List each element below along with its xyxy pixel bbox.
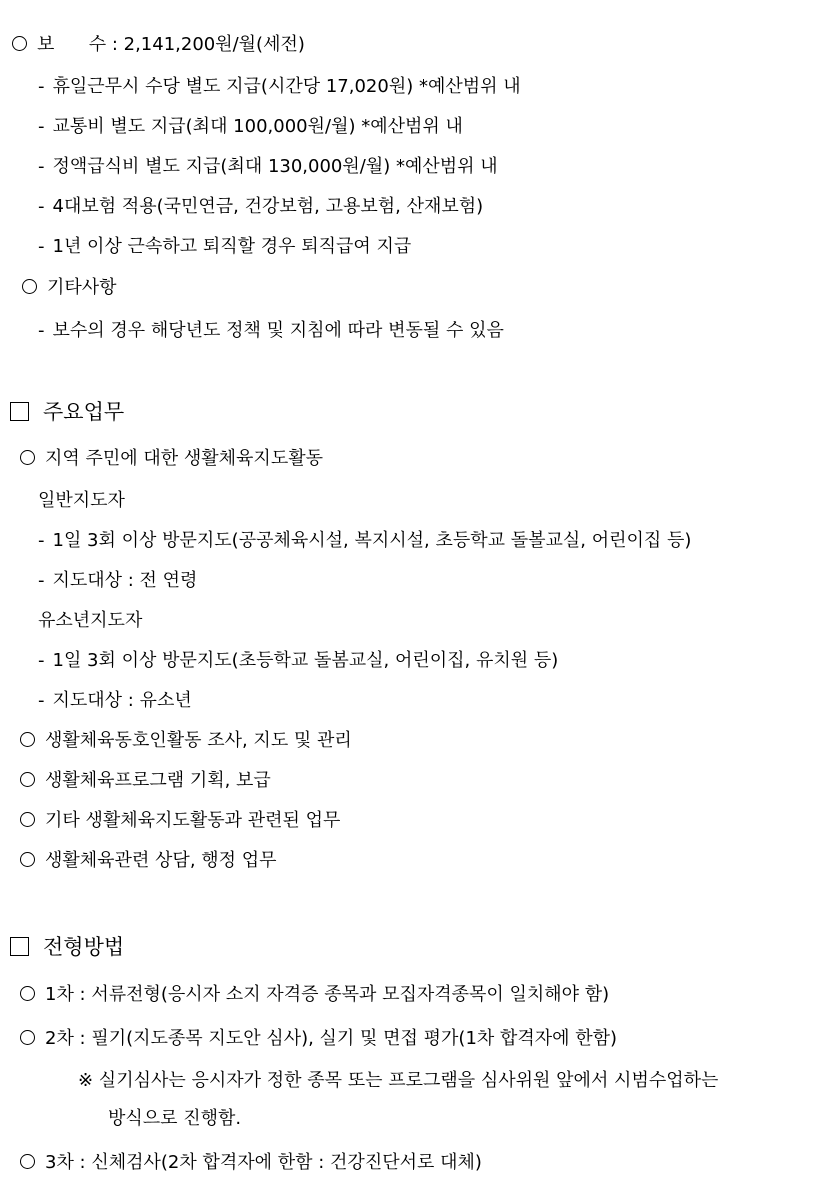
salary-item-text: 휴일근무시 수당 별도 지급(시간당 17,020원) *예산범위 내 — [52, 76, 521, 97]
note-text: ※ 실기심사는 응시자가 정한 종목 또는 프로그램을 심사위원 앞에서 시범수업하는 — [78, 1070, 719, 1091]
instructor-type-label — [38, 609, 142, 633]
duty-line — [20, 849, 277, 873]
duties-heading — [10, 398, 124, 426]
selection-step-text: 1차 : 서류전형(응시자 소지 자격증 종목과 모집자격종목이 일치해야 함) — [45, 984, 610, 1005]
salary-text: 보 수 : 2,141,200원/월(세전) — [37, 34, 305, 55]
duty-text: 생활체육동호인활동 조사, 지도 및 관리 — [45, 730, 352, 751]
circle-bullet-icon — [22, 279, 37, 294]
salary-item — [38, 155, 498, 179]
selection-step — [20, 1027, 617, 1051]
duty-sub-item — [38, 569, 197, 593]
dash-marker: - — [38, 156, 45, 177]
youth-instructor-text: 유소년지도자 — [38, 610, 143, 631]
etc-item-text: 보수의 경우 해당년도 정책 및 지침에 따라 변동될 수 있음 — [52, 320, 504, 341]
dash-marker: - — [38, 76, 45, 97]
salary-item — [38, 115, 463, 139]
selection-heading-text: 전형방법 — [43, 935, 125, 959]
selection-step — [20, 1151, 482, 1175]
duty-sub-item-text: 1일 3회 이상 방문지도(초등학교 돌봄교실, 어린이집, 유치원 등) — [52, 650, 559, 671]
selection-heading — [10, 933, 124, 961]
note-text: 방식으로 진행함. — [108, 1108, 242, 1129]
circle-bullet-icon — [20, 450, 35, 465]
circle-bullet-icon — [20, 1154, 35, 1169]
selection-step-text: 3차 : 신체검사(2차 합격자에 한함 : 건강진단서로 대체) — [45, 1152, 482, 1173]
salary-item-text: 정액급식비 별도 지급(최대 130,000원/월) *예산범위 내 — [52, 156, 498, 177]
dash-marker: - — [38, 650, 45, 671]
circle-bullet-icon — [20, 772, 35, 787]
duty-sub-item — [38, 649, 558, 673]
duty-sub-item-text: 지도대상 : 전 연령 — [52, 570, 198, 591]
duty-sub-item-text: 1일 3회 이상 방문지도(공공체육시설, 복지시설, 초등학교 돌볼교실, 어린이집 등) — [52, 530, 692, 551]
duty-text: 생활체육프로그램 기획, 보급 — [45, 770, 271, 791]
dash-marker: - — [38, 236, 45, 257]
dash-marker: - — [38, 570, 45, 591]
square-bullet-icon — [10, 937, 29, 956]
dash-marker: - — [38, 116, 45, 137]
etc-line — [22, 276, 117, 300]
duty-line — [20, 809, 340, 833]
instructor-type-label — [38, 489, 125, 513]
duty-sub-item — [38, 689, 192, 713]
dash-marker: - — [38, 196, 45, 217]
duty-text: 기타 생활체육지도활동과 관련된 업무 — [45, 810, 341, 831]
salary-item-text: 4대보험 적용(국민연금, 건강보험, 고용보험, 산재보험) — [52, 196, 484, 217]
duty-text: 생활체육관련 상담, 행정 업무 — [45, 850, 277, 871]
duties-heading-text: 주요업무 — [43, 400, 125, 424]
duty-sub-item — [38, 529, 691, 553]
square-bullet-icon — [10, 402, 29, 421]
circle-bullet-icon — [12, 36, 27, 51]
salary-item — [38, 195, 483, 219]
duty-line — [20, 447, 323, 471]
dash-marker: - — [38, 530, 45, 551]
salary-item-text: 교통비 별도 지급(최대 100,000원/월) *예산범위 내 — [52, 116, 463, 137]
circle-bullet-icon — [20, 986, 35, 1001]
duty-text: 지역 주민에 대한 생활체육지도활동 — [45, 448, 323, 469]
salary-item-text: 1년 이상 근속하고 퇴직할 경우 퇴직급여 지급 — [52, 236, 412, 257]
etc-item — [38, 319, 504, 343]
salary-item — [38, 75, 521, 99]
circle-bullet-icon — [20, 732, 35, 747]
selection-step-text: 2차 : 필기(지도종목 지도안 심사), 실기 및 면접 평가(1차 합격자에 한함) — [45, 1028, 618, 1049]
salary-item — [38, 235, 411, 259]
general-instructor-text: 일반지도자 — [38, 490, 125, 511]
circle-bullet-icon — [20, 812, 35, 827]
note-line — [108, 1107, 241, 1131]
etc-text: 기타사항 — [47, 277, 117, 298]
salary-line — [12, 33, 305, 57]
circle-bullet-icon — [20, 852, 35, 867]
duty-line — [20, 729, 352, 753]
dash-marker: - — [38, 690, 45, 711]
dash-marker: - — [38, 320, 45, 341]
duty-sub-item-text: 지도대상 : 유소년 — [52, 690, 192, 711]
circle-bullet-icon — [20, 1030, 35, 1045]
selection-step — [20, 983, 609, 1007]
duty-line — [20, 769, 271, 793]
note-line — [78, 1069, 718, 1093]
